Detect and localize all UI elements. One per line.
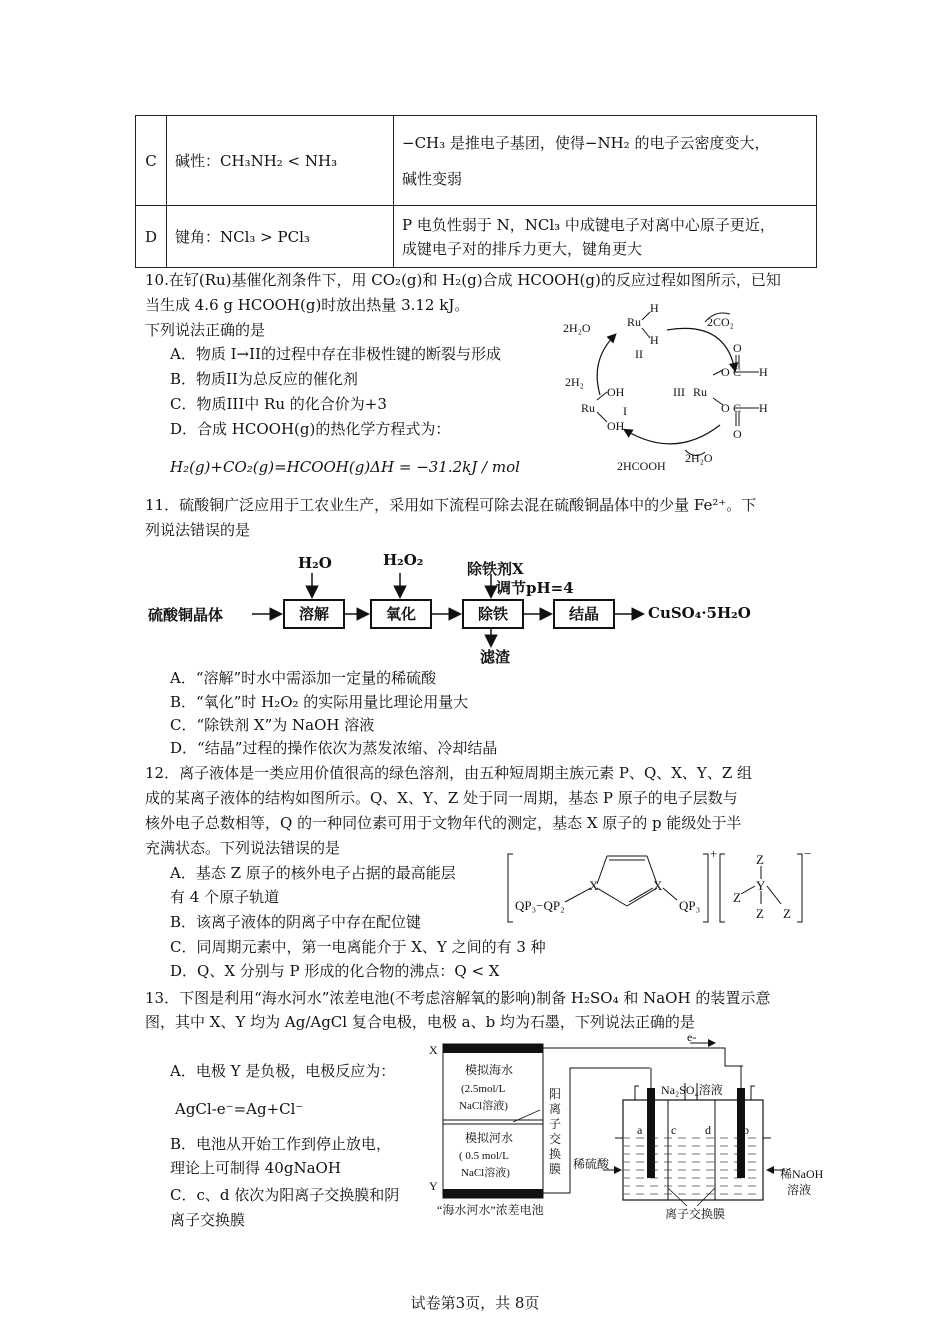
q12-stem-line: 成的某离子液体的结构如图所示。Q、X、Y、Z 处于同一周期，基态 P 原子的电子层数与 [145,789,738,807]
label-o: O [721,365,730,379]
label-ru: Ru [581,401,596,415]
electrode-a-label: a [637,1123,643,1137]
q12-stem-line: 12．离子液体是一类应用价值很高的绿色溶剂，由五种短周期主族元素 P、Q、X、Y、Z 组 [145,764,753,782]
atom-x: X [653,878,663,893]
q13-option-c: C．c、d 依次为阳离子交换膜和阴 [170,1186,400,1204]
river-label: ( 0.5 mol/L [459,1150,509,1162]
q10-option-c: C．物质III中 Ru 的化合价为+3 [170,395,387,413]
label-III: III [673,385,685,399]
flow-output-residue: 滤渣 [480,648,511,666]
q10-stem-line: 10.在钌(Ru)基催化剂条件下，用 CO₂(g)和 H₂(g)合成 HCOOH(g)的反应过程如图所示，已知 [145,271,781,289]
flow-step-dissolve: 溶解 [283,599,345,629]
q11-stem-line: 列说法错误的是 [145,521,251,539]
membrane-label: 换 [549,1147,562,1161]
q10-option-b: B．物质II为总反应的催化剂 [170,370,358,388]
row-claim: 碱性：CH₃NH₂ < NH₃ [167,116,394,206]
flow-input-h2o2: H₂O₂ [383,551,424,569]
label-co2: 2CO₂ [707,315,734,329]
flow-step-remove-iron: 除铁 [462,599,524,629]
label-oh: OH [607,385,625,399]
row-claim: 键角：NCl₃ > PCl₃ [167,206,394,268]
flow-step-crystallize: 结晶 [553,599,615,629]
flow-input-reagent: 除铁剂X [467,560,524,578]
concentration-cell-apparatus [425,1030,835,1228]
flow-input-water: H₂O [298,554,332,572]
q11-option-a: A．“溶解”时水中需添加一定量的稀硫酸 [170,669,437,687]
flow-input-ph: 调节pH=4 [496,579,574,597]
atom-z: Z [756,906,764,921]
q10-equation: H₂(g)+CO₂(g)=HCOOH(g)ΔH = −31.2kJ / mol [170,458,520,476]
label-h: H [759,401,768,415]
membrane-label: 离 [549,1102,562,1116]
q10-option-a: A．物质 I→II的过程中存在非极性键的断裂与形成 [170,345,501,363]
membrane-label: 阳 [549,1087,562,1101]
label-o: O [721,401,730,415]
q13-option-a-equation: AgCl-e⁻=Ag+Cl⁻ [175,1100,304,1118]
label-oh: OH [607,419,625,433]
label-h: H [759,365,768,379]
river-label: 模拟河水 [465,1131,514,1145]
q12-option-a-cont: 有 4 个原子轨道 [170,888,280,906]
membrane-label: 膜 [549,1162,562,1176]
label-c: C [733,401,742,415]
label-o: O [733,427,742,441]
label-h2o-top: 2H₂O [563,321,591,335]
naoh-label: 稀NaOH [780,1167,824,1181]
q13-stem-line: 13．下图是利用“海水河水”浓差电池(不考虑溶解氧的影响)制备 H₂SO₄ 和 NaOH 的装置示意 [145,989,771,1007]
na2so4-label: Na₂SO₄溶液 [661,1083,723,1097]
q13-option-c-cont: 离子交换膜 [170,1211,246,1229]
cation-right-group: QP₃ [679,898,701,913]
atom-z: Z [783,906,791,921]
label-hcooh: 2HCOOH [617,459,666,473]
sea-label: 模拟海水 [465,1063,514,1077]
label-ru: Ru [627,315,642,329]
label-h: H [650,301,659,315]
label-h2o-bottom: 2H₂O [685,451,713,465]
q11-option-d: D．“结晶”过程的操作依次为蒸发浓缩、冷却结晶 [170,739,498,757]
q12-option-d: D．Q、X 分别与 P 形成的化合物的沸点：Q < X [170,962,500,980]
q12-stem-line: 核外电子总数相等，Q 的一种同位素可用于文物年代的测定，基态 X 原子的 p 能级处于半 [145,814,742,832]
label-c: C [733,365,742,379]
electrode-b-label: b [743,1123,749,1137]
electron-label: e- [687,1030,697,1044]
chamber-d-label: d [705,1123,711,1137]
cation-charge: + [710,846,718,861]
label-ru: Ru [693,385,708,399]
atom-z: Z [733,890,741,905]
q12-option-c: C．同周期元素中，第一电离能介于 X、Y 之间的有 3 种 [170,938,546,956]
cation-left-group: QP₃−QP₂ [515,898,565,913]
flow-start: 硫酸铜晶体 [148,606,224,624]
atom-x: X [589,878,599,893]
electrode-y: Y [429,1179,438,1193]
sea-label: (2.5mol/L [461,1083,506,1095]
q11-option-b: B．“氧化”时 H₂O₂ 的实际用量比理论用量大 [170,693,469,711]
label-II: II [635,347,643,361]
ionic-liquid-structure [505,846,825,926]
naoh-label: 溶液 [787,1183,812,1197]
page-footer: 试卷第3页，共 8页 [410,1294,540,1312]
chamber-c-label: c [671,1123,677,1137]
flow-end: CuSO₄·5H₂O [648,604,751,622]
q10-stem-line: 当生成 4.6 g HCOOH(g)时放出热量 3.12 kJ。 [145,296,470,314]
q12-stem-line: 充满状态。下列说法错误的是 [145,839,341,857]
label-h2: 2H₂ [565,375,584,389]
label-h: H [650,333,659,347]
sea-label: NaCl溶液) [459,1100,508,1112]
q11-stem-line: 11．硫酸铜广泛应用于工农业生产，采用如下流程可除去混在硫酸铜晶体中的少量 Fe²⁺。下 [145,496,757,514]
row-label: D [136,206,167,268]
q10-stem-line: 下列说法正确的是 [145,321,266,339]
q13-option-b: B．电池从开始工作到停止放电， [170,1135,392,1153]
atom-z: Z [756,852,764,867]
flow-step-oxidize: 氧化 [370,599,432,629]
ion-membrane-label: 离子交换膜 [665,1207,726,1221]
q10-option-d: D．合成 HCOOH(g)的热化学方程式为： [170,420,451,438]
electrode-x: X [429,1043,438,1057]
q13-stem-line: 图，其中 X、Y 均为 Ag/AgCl 复合电极，电极 a、b 均为石墨，下列说法正确的是 [145,1013,695,1031]
membrane-label: 子 [549,1117,562,1131]
q13-option-a: A．电极 Y 是负极，电极反应为： [170,1062,396,1080]
atom-y: Y [756,878,766,893]
q13-option-b-cont: 理论上可制得 40gNaOH [170,1159,341,1177]
q11-option-c: C．“除铁剂 X”为 NaOH 溶液 [170,716,375,734]
label-I: I [623,404,627,418]
row-label: C [136,116,167,206]
label-o: O [733,341,742,355]
row-reason: P 电负性弱于 N，NCl₃ 中成键电子对离中心原子更近， 成键电子对的排斥力更大，键角更大 [394,206,817,268]
q12-option-b: B．该离子液体的阴离子中存在配位键 [170,913,422,931]
acid-label: 稀硫酸 [573,1157,610,1171]
membrane-label: 交 [549,1132,562,1146]
river-label: NaCl溶液) [461,1167,510,1179]
battery-caption: “海水河水”浓差电池 [437,1203,544,1217]
anion-charge: − [804,846,812,861]
row-reason: −CH₃ 是推电子基团，使得−NH₂ 的电子云密度变大， 碱性变弱 [394,116,817,206]
q12-option-a: A．基态 Z 原子的核外电子占据的最高能层 [170,864,456,882]
